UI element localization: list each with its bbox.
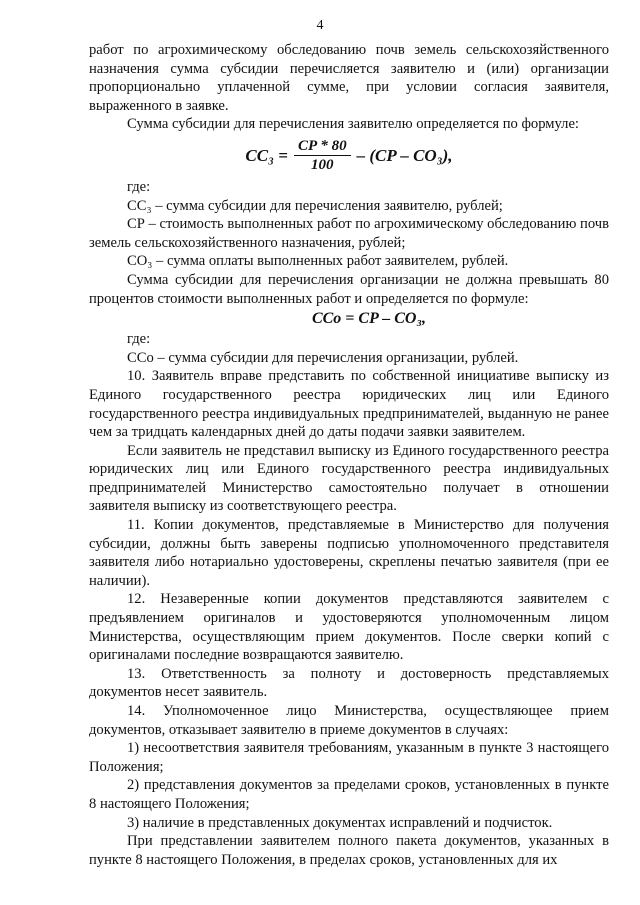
list-item: 1) несоответствия заявителя требованиям, указанным в пункте 3 настоящего Положения; [89, 740, 609, 775]
formula-applicant-subsidy [89, 134, 609, 178]
formula-lhs: CC₃ = [245, 145, 288, 165]
paragraph: При представлении заявителем полного пакета документов, указанных в пункте 8 настоящего Положения, в пределах сроков, установленных для их [89, 833, 609, 868]
formula-rest: – (CP – CO₃), [356, 145, 453, 165]
paragraph: СО₃ – сумма оплаты выполненных работ заявителем, рублей. [127, 253, 509, 270]
list-item: 2) представления документов за пределами сроков, установленных в пункте 8 настоящего Положения; [89, 777, 609, 812]
formula-organization-subsidy: CCо = CP – CO₃, [311, 310, 427, 328]
paragraph: 13. Ответственность за полноту и достоверность представляемых документов несет заявитель. [89, 665, 609, 701]
paragraph: Сумма субсидии для перечисления организации не должна превышать 80 процентов стоимости выполненных работ и определяется по формуле: [89, 271, 609, 307]
paragraph: работ по агрохимическому обследованию почв земель сельскохозяйственного назначения сумма субсидии перечисляется заявителю и (или) организации пропорционально уплаченной сумме, при условии согласия заявителя, выраженного в заявке. [89, 42, 609, 114]
formula-denominator: 100 [311, 157, 334, 174]
paragraph: где: [127, 178, 151, 195]
paragraph: 11. Копии документов, представляемые в Министерство для получения субсидии, должны быть заверены подписью уполномоченного представителя заявителя либо нотариально удостоверены, скреплены печатью заявителя (при ее наличии). [89, 517, 609, 589]
paragraph: Сумма субсидии для перечисления заявителю определяется по формуле: [127, 116, 579, 133]
paragraph: 12. Незаверенные копии документов представляются заявителем с предъявлением оригиналов и удостоверяются уполномоченным лицом Министерства, осуществляющим прием документов. После сверки копий с оригиналами последние возвращаются заявителю. [89, 591, 609, 664]
paragraph: СС₃ – сумма субсидии для перечисления заявителю, рублей; [127, 197, 503, 214]
list-item: 3) наличие в представленных документах исправлений и подчисток. [127, 814, 553, 831]
document-body [89, 41, 609, 869]
paragraph: СР – стоимость выполненных работ по агрохимическому обследованию почв земель сельскохозяйственного назначения, рублей; [89, 216, 609, 251]
page-number: 4 [316, 18, 324, 33]
formula-numerator: CP * 80 [294, 137, 351, 157]
paragraph: 14. Уполномоченное лицо Министерства, осуществляющее прием документов, отказывает заявителю в приеме документов в случаях: [89, 703, 609, 738]
formula-fraction [294, 137, 351, 175]
paragraph: ССо – сумма субсидии для перечисления организации, рублей. [127, 349, 519, 366]
paragraph: 10. Заявитель вправе представить по собственной инициативе выписку из Единого государственного реестра юридических лиц или Единого государственного реестра индивидуальных предпринимателей, выданную не ранее чем за тридцать календарных дней до даты подачи заявки заявителем. [89, 368, 609, 441]
paragraph: где: [127, 331, 151, 348]
paragraph: Если заявитель не представил выписку из Единого государственного реестра юридических лиц или Единого государственного реестра индивидуальных предпринимателей Министерство самостоятельно получает в отношении заявителя выписку из соответствующего реестра. [89, 442, 609, 515]
